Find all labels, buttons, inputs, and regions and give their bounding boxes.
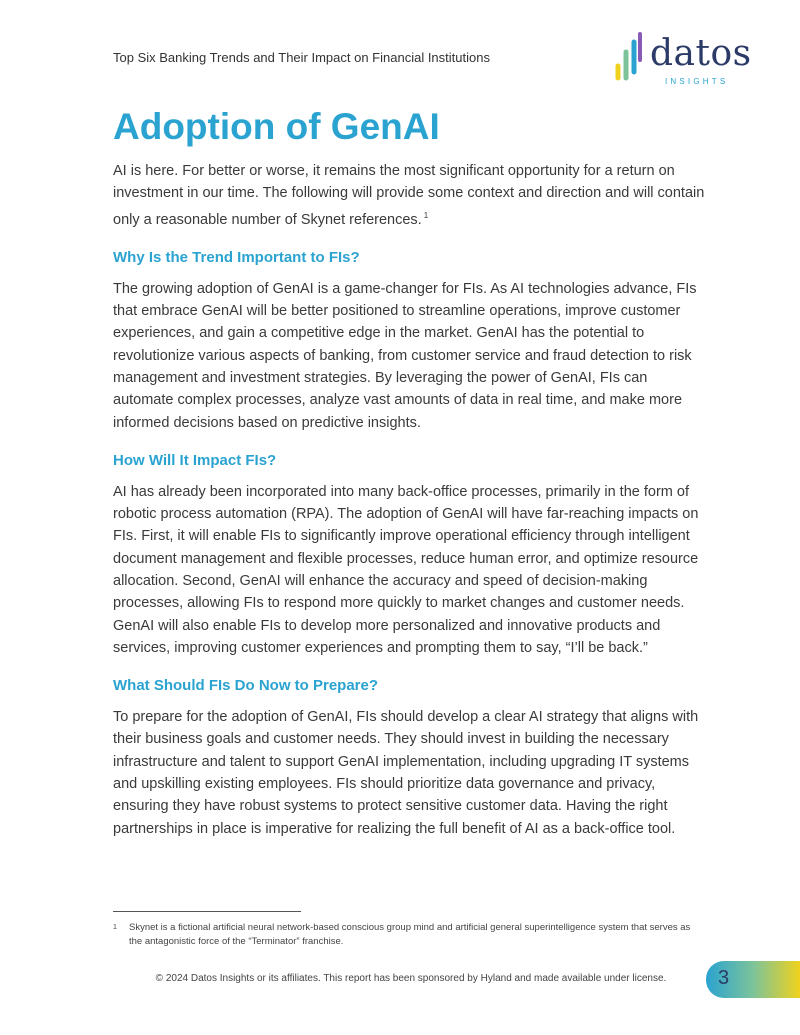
footnote — [113, 921, 703, 949]
page-number-tab — [706, 961, 800, 998]
footnote-number: 1 — [113, 924, 117, 931]
section-heading-why: Why Is the Trend Important to FIs? — [113, 248, 360, 266]
section-body-prepare: To prepare for the adoption of GenAI, FIs should develop a clear AI strategy that aligns with their business goals and customer needs. They should invest in building the necessary infrastructure and talent to support GenAI implementation, including upgrading IT systems and upskilling existing employees. FIs should prioritize data governance and privacy, ensuring they have robust systems to protect sensitive customer data. Having the right partnerships in place is imperative for realizing the full benefit of AI as a back-office tool. — [113, 709, 699, 837]
section-body-why: The growing adoption of GenAI is a game-changer for FIs. As AI technologies advance, FIs that embrace GenAI will be better positioned to streamline operations, improve customer experiences, and gain a competitive edge in the market. GenAI has the potential to revolutionize various aspects of banking, from customer service and fraud detection to risk management and investment strategies. By leveraging the power of GenAI, FIs can automate complex processes, analyze vast amounts of data in real time, and make more informed decisions based on predictive insights. — [113, 280, 697, 431]
intro-text: AI is here. For better or worse, it remains the most significant opportunity for a return on investment in our time. The following will provide some context and direction and will contain only a reasonable number of Skynet references. — [113, 163, 705, 228]
intro-paragraph — [113, 160, 707, 231]
logo-bars-icon — [614, 30, 642, 82]
page-title: Adoption of GenAI — [113, 106, 440, 147]
page-number: 3 — [718, 967, 730, 989]
logo-subtitle: INSIGHTS — [665, 77, 729, 86]
section-body-impact: AI has already been incorporated into many back-office processes, primarily in the form of robotic process automation (RPA). The adoption of GenAI will have far-reaching impacts on FIs. First, it will enable FIs to significantly improve operational efficiency through intelligent document management and flexible processes, reduce human error, and optimize resource allocation. Second, GenAI will enhance the accuracy and speed of decision-making processes, allowing FIs to respond more quickly to market changes and customer needs. GenAI will also enable FIs to develop more personalized and innovative products and services, improving customer experiences and prompting them to say, “I’ll be back.” — [113, 483, 699, 656]
main-content — [113, 104, 707, 840]
footer-copyright: © 2024 Datos Insights or its affiliates. This report has been sponsored by Hyland and made available under license. — [155, 973, 667, 984]
logo-wordmark: datos — [650, 33, 752, 74]
footnote-reference[interactable]: 1 — [423, 210, 429, 220]
footnote-text: Skynet is a fictional artificial neural network-based conscious group mind and artificial general superintelligence system that serves as the antagonistic force of the “Terminator” franchise. — [129, 922, 691, 947]
section-heading-impact: How Will It Impact FIs? — [113, 451, 277, 469]
section-heading-prepare: What Should FIs Do Now to Prepare? — [113, 677, 379, 695]
footnote-divider — [113, 911, 301, 912]
datos-insights-logo — [614, 30, 752, 88]
document-header-title: Top Six Banking Trends and Their Impact on Financial Institutions — [113, 50, 490, 65]
